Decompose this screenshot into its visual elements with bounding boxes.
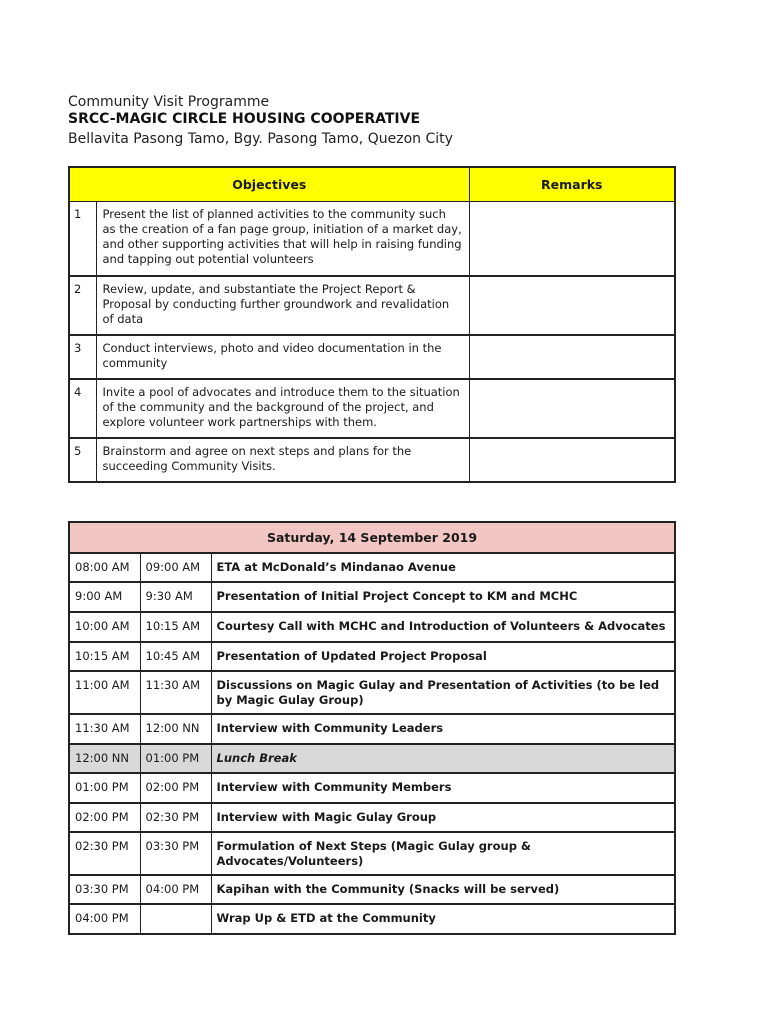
- end-time: 12:00 NN: [140, 714, 211, 744]
- schedule-row: [69, 582, 675, 612]
- end-time: 10:45 AM: [140, 642, 211, 671]
- objective-text: Present the list of planned activities to the community such as the creation of a fan page group, initiation of a market day, and other supporting activities that will help in raising funding and tapping out potential volunteers: [96, 202, 469, 276]
- start-time: 11:00 AM: [69, 671, 140, 714]
- location-address: Bellavita Pasong Tamo, Bgy. Pasong Tamo, Quezon City: [68, 131, 453, 147]
- start-time: 9:00 AM: [69, 582, 140, 612]
- objective-number: 2: [69, 276, 96, 335]
- objective-text: Invite a pool of advocates and introduce them to the situation of the community and the background of the project, and explore volunteer work partnerships with them.: [96, 379, 469, 438]
- schedule-row-lunch: [69, 744, 675, 773]
- objective-remarks: [469, 379, 675, 438]
- programme-title: Community Visit Programme: [68, 94, 270, 110]
- schedule-row: [69, 642, 675, 671]
- activity: Courtesy Call with MCHC and Introduction of Volunteers & Advocates: [211, 612, 675, 642]
- schedule-row: [69, 553, 675, 582]
- start-time: 08:00 AM: [69, 553, 140, 582]
- activity: Interview with Magic Gulay Group: [211, 803, 675, 832]
- end-time: 01:00 PM: [140, 744, 211, 773]
- schedule-row: [69, 612, 675, 642]
- schedule-row: [69, 773, 675, 803]
- activity: Wrap Up & ETD at the Community: [211, 904, 675, 934]
- activity: Kapihan with the Community (Snacks will be served): [211, 875, 675, 904]
- end-time: [140, 904, 211, 934]
- schedule-row: [69, 832, 675, 875]
- objective-row: [69, 438, 675, 482]
- start-time: 12:00 NN: [69, 744, 140, 773]
- objective-remarks: [469, 335, 675, 379]
- start-time: 02:00 PM: [69, 803, 140, 832]
- objective-number: 1: [69, 202, 96, 276]
- end-time: 03:30 PM: [140, 832, 211, 875]
- start-time: 01:00 PM: [69, 773, 140, 803]
- objectives-table: [68, 166, 676, 483]
- schedule-date-row: [69, 522, 675, 553]
- objectives-column-header: Objectives: [69, 167, 469, 202]
- activity: Interview with Community Leaders: [211, 714, 675, 744]
- objective-row: [69, 202, 675, 276]
- start-time: 11:30 AM: [69, 714, 140, 744]
- objectives-header-row: [69, 167, 675, 202]
- activity: Formulation of Next Steps (Magic Gulay group & Advocates/Volunteers): [211, 832, 675, 875]
- schedule-row: [69, 803, 675, 832]
- activity: ETA at McDonald’s Mindanao Avenue: [211, 553, 675, 582]
- objective-remarks: [469, 438, 675, 482]
- start-time: 03:30 PM: [69, 875, 140, 904]
- start-time: 02:30 PM: [69, 832, 140, 875]
- end-time: 02:00 PM: [140, 773, 211, 803]
- activity: Interview with Community Members: [211, 773, 675, 803]
- activity: Discussions on Magic Gulay and Presentation of Activities (to be led by Magic Gulay Group): [211, 671, 675, 714]
- end-time: 04:00 PM: [140, 875, 211, 904]
- objective-row: [69, 335, 675, 379]
- schedule-row: [69, 904, 675, 934]
- remarks-column-header: Remarks: [469, 167, 675, 202]
- schedule-row: [69, 671, 675, 714]
- activity: Lunch Break: [211, 744, 675, 773]
- end-time: 09:00 AM: [140, 553, 211, 582]
- start-time: 04:00 PM: [69, 904, 140, 934]
- activity: Presentation of Updated Project Proposal: [211, 642, 675, 671]
- activity: Presentation of Initial Project Concept to KM and MCHC: [211, 582, 675, 612]
- objective-remarks: [469, 276, 675, 335]
- document-header: [68, 94, 453, 150]
- schedule-table: [68, 521, 676, 935]
- objective-row: [69, 379, 675, 438]
- objective-row: [69, 276, 675, 335]
- end-time: 10:15 AM: [140, 612, 211, 642]
- objective-remarks: [469, 202, 675, 276]
- objective-number: 3: [69, 335, 96, 379]
- start-time: 10:15 AM: [69, 642, 140, 671]
- schedule-row: [69, 714, 675, 744]
- objective-number: 4: [69, 379, 96, 438]
- end-time: 9:30 AM: [140, 582, 211, 612]
- end-time: 02:30 PM: [140, 803, 211, 832]
- start-time: 10:00 AM: [69, 612, 140, 642]
- organization-name: SRCC-MAGIC CIRCLE HOUSING COOPERATIVE: [68, 111, 421, 127]
- end-time: 11:30 AM: [140, 671, 211, 714]
- objective-number: 5: [69, 438, 96, 482]
- objective-text: Review, update, and substantiate the Project Report & Proposal by conducting further groundwork and revalidation of data: [96, 276, 469, 335]
- schedule-row: [69, 875, 675, 904]
- schedule-date-header: Saturday, 14 September 2019: [69, 522, 675, 553]
- objective-text: Conduct interviews, photo and video documentation in the community: [96, 335, 469, 379]
- objective-text: Brainstorm and agree on next steps and plans for the succeeding Community Visits.: [96, 438, 469, 482]
